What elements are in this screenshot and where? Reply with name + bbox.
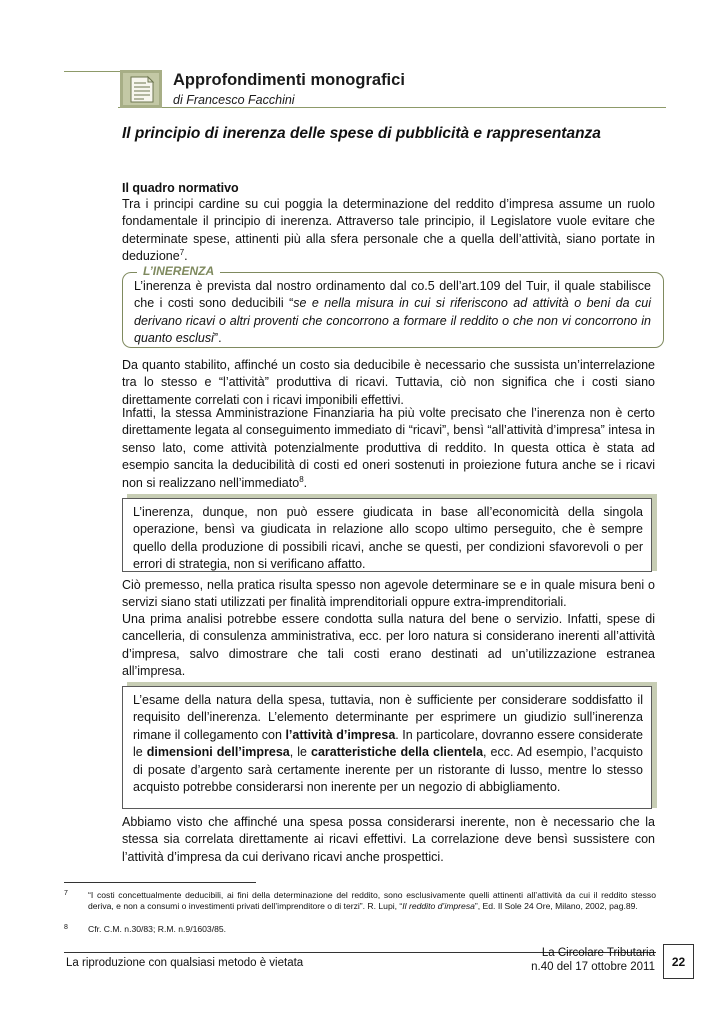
footer-publication — [458, 946, 655, 974]
paragraph-intro: Tra i principi cardine su cui poggia la determinazione del reddito d’impresa assume un ruolo fondamentale il principio di inerenza. Attraverso tale principio, il Legislatore vuole evitare che determinate spese, attinenti più alla sfera personale che a quella dell’attività, siano portate in deduzione$^7$. — [122, 197, 655, 264]
footnote-separator — [64, 882, 256, 883]
header-rule-bottom — [118, 107, 666, 108]
footnote-text: “I costi concettualmente deducibili, ai fini della determinazione del reddito, sono esclusivamente quelli attinenti all’attività da cui il reddito stesso deriva, e non a consumi o investimenti privati dell’imprenditore o di terzi”. R. Lupi, “Il reddito d’impresa”, Ed. Il Sole 24 Ore, Milano, 2002, pag.89. — [88, 890, 656, 912]
highlight-box-economicita — [122, 498, 652, 572]
article-title: Il principio di inerenza delle spese di pubblicità e rappresentanza — [122, 125, 601, 142]
paragraph-conclusione: Abbiamo visto che affinché una spesa possa considerarsi inerente, non è necessario che la stessa sia correlata direttamente ai ricavi effettivi. La correlazione deve bensì sussistere con l’attività d’impresa da cui derivano ricavi anche prospettici. — [122, 815, 655, 864]
footnote-text: Cfr. C.M. n.30/83; R.M. n.9/1603/85. — [88, 924, 227, 934]
footnote-number: 8 — [64, 924, 68, 931]
footnote-number: 7 — [64, 890, 68, 897]
callout-text: L’inerenza è prevista dal nostro ordinamento dal co.5 dell’art.109 del Tuir, il quale stabilisce che i costi sono deducibili “se e nella misura in cui si riferiscono ad attività o beni da cui derivano ricavi o altri proventi che concorrono a formare il reddito o che non vi concorrono in quanto esclusi”. — [134, 279, 651, 346]
section-heading: Il quadro normativo — [122, 181, 239, 195]
callout-label: L’INERENZA — [137, 264, 220, 278]
footnote-7 — [64, 890, 656, 912]
footnote-ref-7[interactable]: 7 — [179, 248, 185, 258]
header-rule-top — [64, 71, 120, 72]
footnote-ref-8[interactable]: 8 — [299, 474, 304, 484]
paragraph-interrelazione: Da quanto stabilito, affinché un costo sia deducibile è necessario che sussista un’interrelazione tra lo stesso e “l’attività” produttiva di ricavi. Tuttavia, ciò non significa che i costi siano direttamente correlati con i ricavi imponibili effettivi. — [122, 358, 655, 407]
highlight-box-natura-spesa — [122, 686, 652, 809]
document-icon — [120, 70, 162, 108]
paragraph-premesso: Ciò premesso, nella pratica risulta spesso non agevole determinare se e in quale misura beni o servizi siano stati utilizzati per finalità imprenditoriali oppure extra-imprenditoriali. — [122, 578, 655, 610]
paragraph-amministrazione: Infatti, la stessa Amministrazione Finanziaria ha più volte precisato che l’inerenza non è certo direttamente legata al conseguimento immediato di “ricavi”, bensì “all’attività d’impresa” intesa in senso lato, come attività potenzialmente produttiva di reddito. In questa ottica è stata ad esempio sancita la deducibilità di costi ed oneri sostenuti in proiezione futura anche se i ricavi non si realizzano nell’immediato$^8$. — [122, 406, 655, 490]
publication-name: La Circolare Tributaria — [541, 947, 655, 959]
box-text: L’inerenza, dunque, non può essere giudicata in base all’economicità della singola operazione, bensì va giudicata in relazione allo scopo ultimo perseguito, che è sempre quello della produzione di possibili ricavi, anche se questi, per condizioni sfavorevoli o per errori di strategia, non si verificano affatto. — [133, 505, 643, 572]
section-series-title: Approfondimenti monografici — [173, 71, 405, 89]
footer-copyright: La riproduzione con qualsiasi metodo è vietata — [66, 957, 304, 969]
author-line: di Francesco Facchini — [173, 93, 295, 107]
box-text: L’esame della natura della spesa, tuttavia, non è sufficiente per considerare soddisfatto il requisito dell’inerenza. L’elemento determinante per esprimere un giudizio sull’inerenza rimane il collegamento con l’attività d’impresa. In particolare, dovranno essere considerate le dimensioni dell’impresa, le caratteristiche della clientela, ecc. Ad esempio, l’acquisto di posate d’argento sarà certamente inerente per un ristorante di lusso, mentre lo stesso acquisto potrebbe considerarsi non inerente per un negozio di abbigliamento. — [133, 693, 643, 795]
publication-issue: n.40 del 17 ottobre 2011 — [531, 961, 655, 973]
page-number: 22 — [663, 944, 694, 979]
footnote-8 — [64, 924, 656, 935]
paragraph-prima-analisi: Una prima analisi potrebbe essere condotta sulla natura del bene o servizio. Infatti, spese di cancelleria, di consulenza amministrativa, ecc. per loro natura si considerano inerenti all’attività d’impresa, salvo dimostrare che tali costi erano destinati ad un’utilizzazione estranea all’impresa. — [122, 612, 655, 679]
inerenza-callout — [122, 272, 664, 348]
